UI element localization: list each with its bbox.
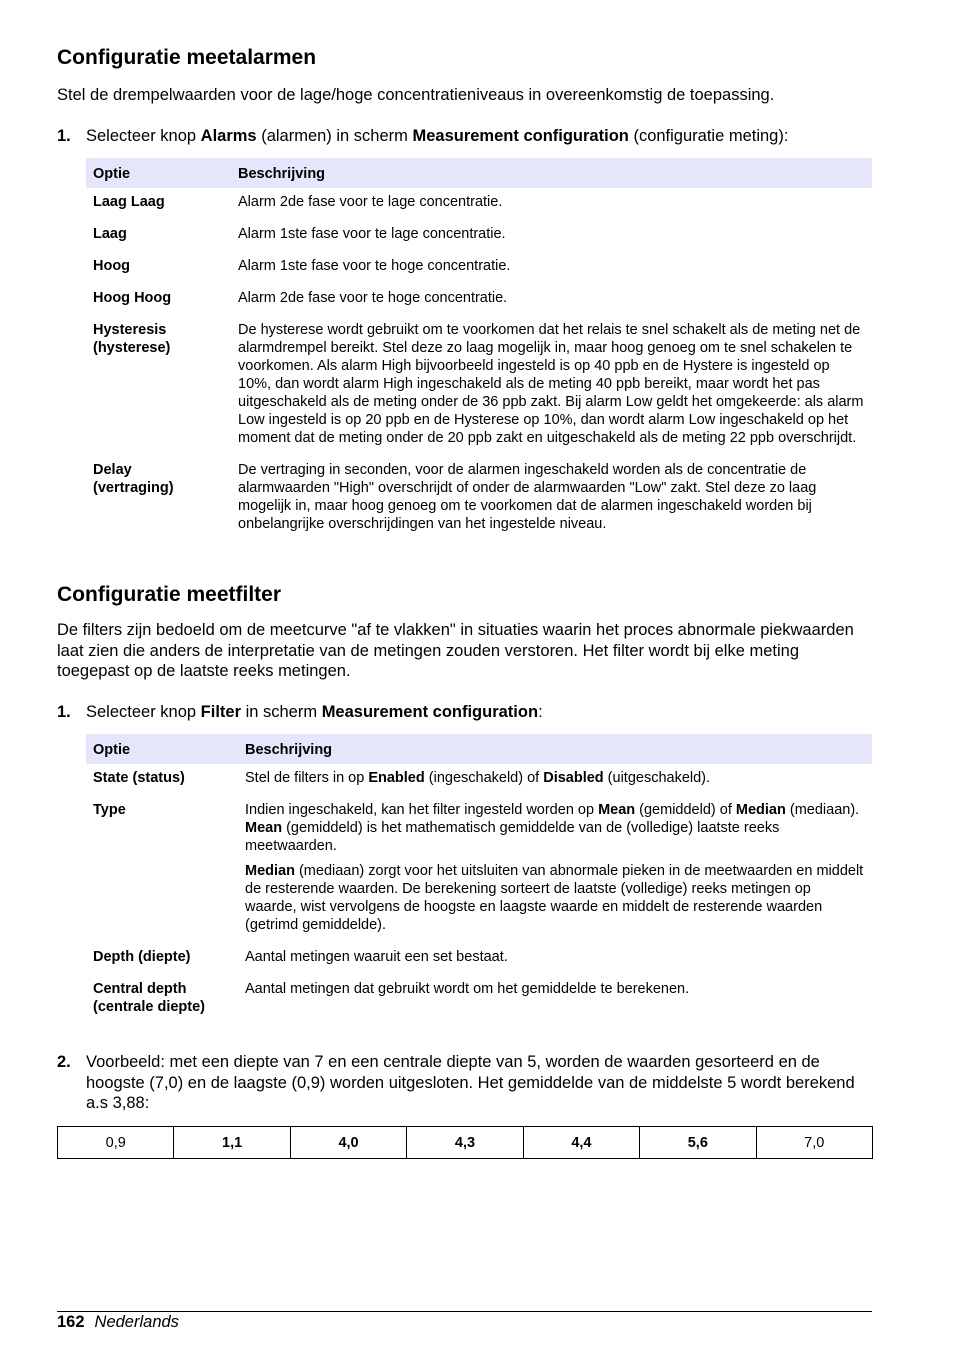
- table-row: [86, 220, 872, 252]
- option-name: Laag Laag: [93, 194, 165, 210]
- footer-divider: [57, 1311, 872, 1312]
- option-description: Alarm 2de fase voor te lage concentratie.: [238, 194, 503, 210]
- step-text: Voorbeeld: met een diepte van 7 en een centrale diepte van 5, worden de waarden gesorteerd en de hoogste (7,0) en de laagste (0,9) worden uitgesloten. Het gemiddelde van de middelste 5 wordt berekend a.s 3,88:: [86, 1053, 855, 1112]
- value-cell: 0,9: [58, 1127, 174, 1159]
- column-header-description: Beschrijving: [238, 734, 872, 764]
- option-description: Aantal metingen waaruit een set bestaat.: [245, 949, 508, 965]
- option-name: Hoog: [93, 258, 131, 274]
- table-header-row: [86, 158, 872, 188]
- value-cell: 5,6: [640, 1127, 756, 1159]
- value-cell: 4,0: [290, 1127, 406, 1159]
- table-row: [86, 188, 872, 220]
- section-heading-alarms: Configuratie meetalarmen: [57, 46, 317, 69]
- option-name: Laag: [93, 226, 127, 242]
- step-number: 2.: [57, 1053, 71, 1071]
- option-name: Delay (vertraging): [93, 462, 174, 496]
- step-text: Selecteer knop Filter in scherm Measurement configuration:: [86, 703, 543, 721]
- table-row: [86, 975, 872, 1025]
- table-row: [58, 1127, 873, 1159]
- page-footer: [57, 1313, 179, 1332]
- option-description: De hysterese wordt gebruikt om te voorkomen dat het relais te snel schakelt als de meting net de alarmdrempel bereikt. Stel deze zo laag mogelijk in, maar hoog genoeg om te snel schakelen te voorkomen. Als alarm High bijvoorbeeld ingesteld is op 40 ppb en de Hystere is ingesteld op 10%, dan wordt alarm High ingeschakeld als de meting 40 ppb bereikt, maar wordt het pas uitgeschakeld als de meting onder de 36 ppb zakt. Bij alarm Low geldt het omgekeerde: als alarm Low ingesteld is op 20 ppb en de Hysterese op 10%, dan wordt alarm Low ingeschakeld op het moment dat de meting onder de 20 ppb zakt en uitgeschakeld als de meting 22 ppb overschrijdt.: [238, 322, 864, 446]
- filter-intro: De filters zijn bedoeld om de meetcurve "af te vlakken" in situaties waarin het proces abnormale piekwaarden laat zien die anders de interpretatie van de metingen zouden verstoren. Het filter wordt bij elke meting toegepast op de laatste reeks metingen.: [57, 621, 854, 680]
- value-cell: 1,1: [174, 1127, 290, 1159]
- table-row: [86, 316, 872, 456]
- option-description: Alarm 1ste fase voor te hoge concentratie.: [238, 258, 511, 274]
- table-row: [86, 284, 872, 316]
- value-cell: 7,0: [756, 1127, 872, 1159]
- footer-language: Nederlands: [94, 1313, 179, 1331]
- option-description: Stel de filters in op Enabled (ingeschakeld) of Disabled (uitgeschakeld).: [245, 770, 711, 786]
- alarms-options-table: [86, 158, 872, 542]
- option-name: Central depth (centrale diepte): [93, 981, 205, 1015]
- value-cell: 4,4: [523, 1127, 639, 1159]
- column-header-option: Optie: [86, 734, 238, 764]
- table-row: [86, 764, 872, 796]
- option-name: State (status): [93, 770, 185, 786]
- section-heading-filter: Configuratie meetfilter: [57, 583, 282, 606]
- column-header-description: Beschrijving: [231, 158, 872, 188]
- table-header-row: [86, 734, 872, 764]
- option-name: Depth (diepte): [93, 949, 191, 965]
- option-description: Indien ingeschakeld, kan het filter ingesteld worden op Mean (gemiddeld) of Median (mediaan). Mean (gemiddeld) is het mathematisch gemiddelde van de (volledige) laatste reeks meetwaarden. Median (mediaan) zorgt voor het uitsluiten van abnormale pieken in de meetwaarden en middelt de resterende waarden. De berekening sorteert de laatste (volledige) reeks metingen op waarde, wist vervolgens de hoogste en laagste waarde en middelt de resterende waarden (getrimd gemiddelde).: [245, 802, 864, 933]
- table-row: [86, 796, 872, 943]
- step-text: Selecteer knop Alarms (alarmen) in scherm Measurement configuration (configuratie meting):: [86, 127, 789, 145]
- value-cell: 4,3: [407, 1127, 523, 1159]
- step-number: 1.: [57, 703, 71, 721]
- option-name: Type: [93, 802, 126, 818]
- sorted-values-table: [57, 1126, 873, 1159]
- option-description: Alarm 2de fase voor te hoge concentratie.: [238, 290, 508, 306]
- column-header-option: Optie: [86, 158, 231, 188]
- filter-options-table: [86, 734, 872, 1025]
- table-row: [86, 943, 872, 975]
- option-description: De vertraging in seconden, voor de alarmen ingeschakeld worden als de concentratie de alarmwaarden "High" overschrijdt of onder de alarmwaarden "Low" zakt. Stel deze zo laag mogelijk in, maar hoog genoeg om te voorkomen dat de alarmen ingeschakeld worden bij onbelangrijke overschrijdingen van het ingestelde niveau.: [238, 462, 817, 532]
- option-description: Aantal metingen dat gebruikt wordt om het gemiddelde te berekenen.: [245, 981, 690, 997]
- option-name: Hoog Hoog: [93, 290, 172, 306]
- page-number: 162: [57, 1313, 85, 1331]
- option-description: Alarm 1ste fase voor te lage concentratie.: [238, 226, 506, 242]
- option-name: Hysteresis (hysterese): [93, 322, 171, 356]
- table-row: [86, 252, 872, 284]
- step-number: 1.: [57, 127, 71, 145]
- alarms-intro: Stel de drempelwaarden voor de lage/hoge concentratieniveaus in overeenkomstig de toepassing.: [57, 86, 775, 104]
- table-row: [86, 456, 872, 542]
